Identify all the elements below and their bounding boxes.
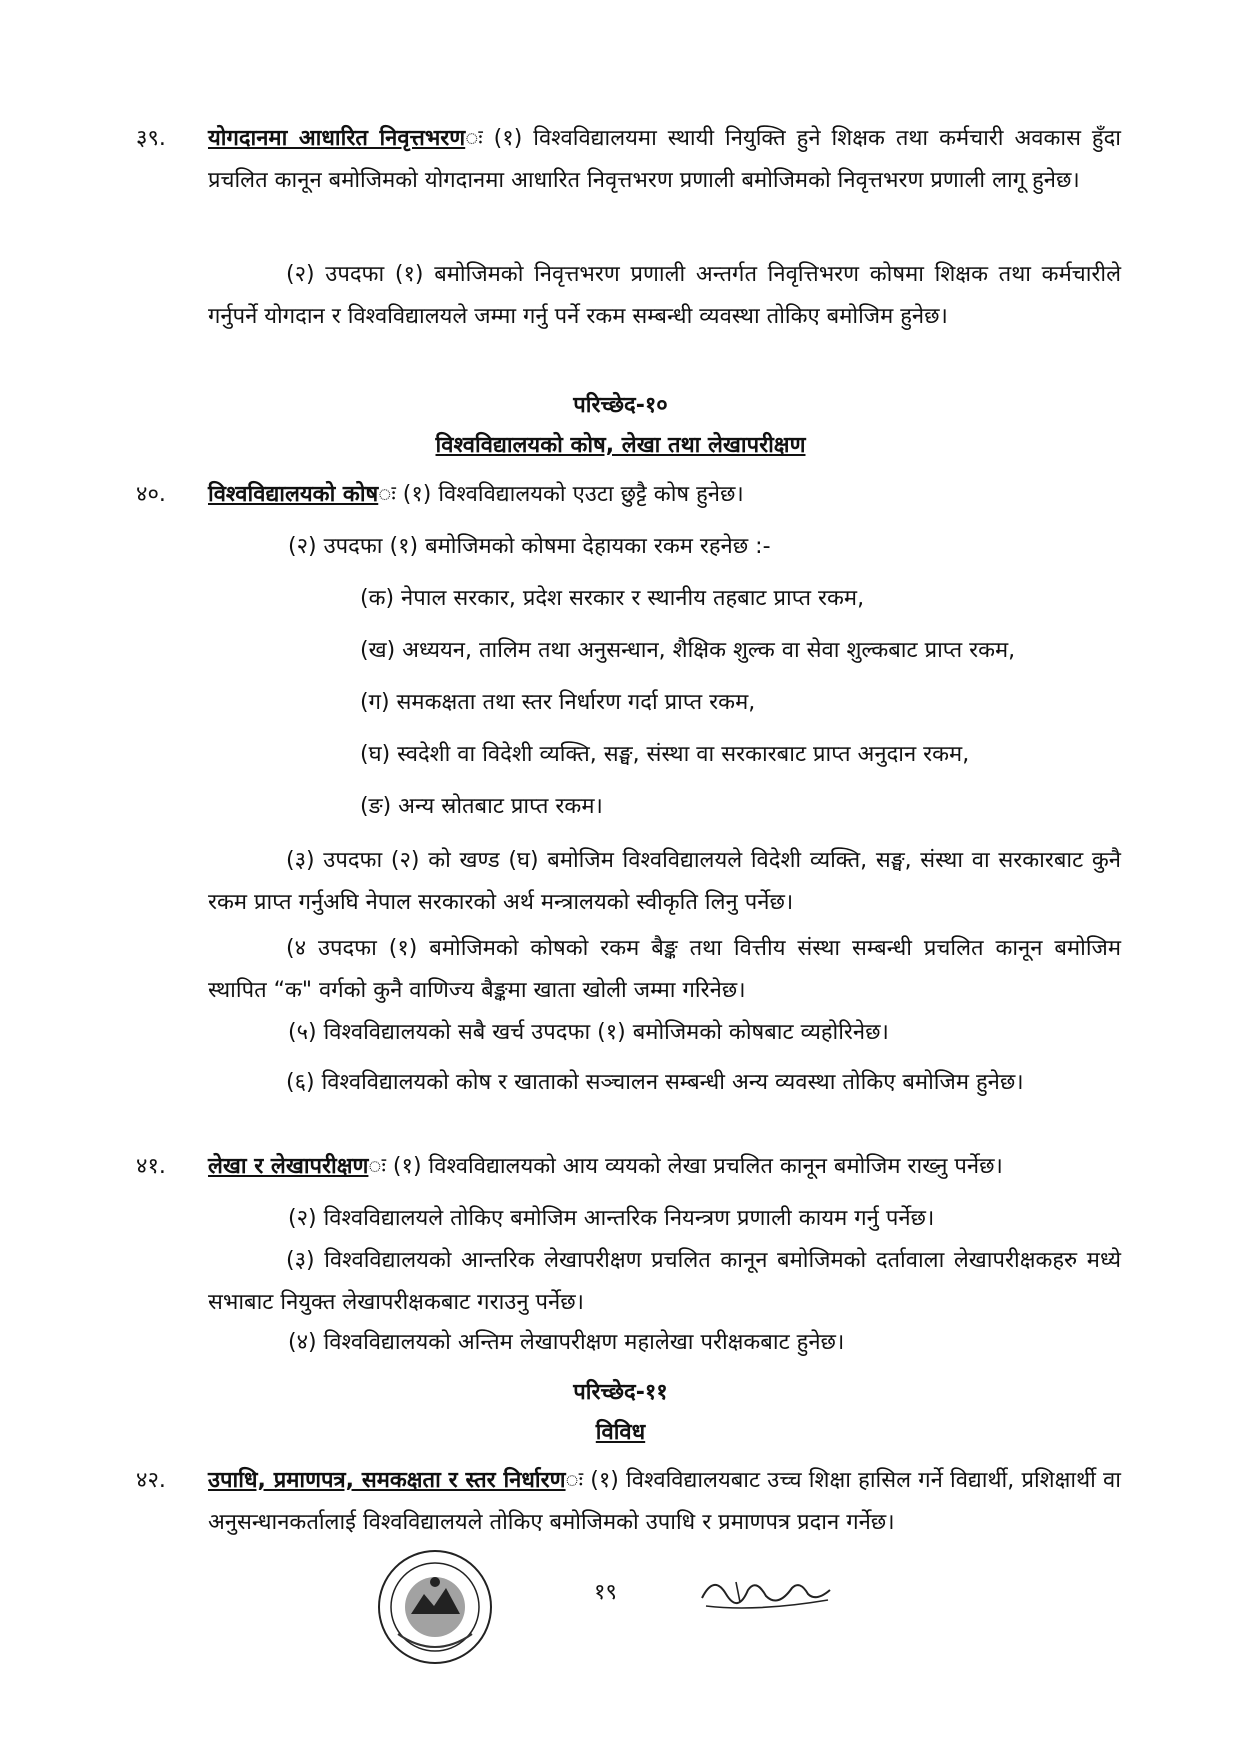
section-41-subsection-3: (३) विश्वविद्यालयको आन्तरिक लेखापरीक्षण प्रचलित कानून बमोजिमको दर्तावाला लेखापरीक्षकहरु मध्ये सभाबाट नियुक्त लेखापरीक्षकबाट गराउनु पर्नेछ। [208, 1248, 1121, 1315]
section-body [208, 118, 1121, 202]
section-41 [136, 1146, 1121, 1188]
section-text: ः (१) विश्वविद्यालयको एउटा छुट्टै कोष हुनेछ। [378, 482, 744, 507]
list-item: (ग) समकक्षता तथा स्तर निर्धारण गर्दा प्राप्त रकम, [360, 690, 756, 715]
section-number: ३९. [136, 126, 166, 151]
chapter-title-text: विश्वविद्यालयको कोष, लेखा तथा लेखापरीक्षण [435, 433, 806, 458]
page-number: १९ [594, 1580, 617, 1605]
section-40-subsection-4: (४ उपदफा (१) बमोजिमको कोषको रकम बैङ्क तथा वित्तीय संस्था सम्बन्धी प्रचलित कानून बमोजिम स्थापित “क" वर्गको कुनै वाणिज्य बैङ्कमा खाता खोली जम्मा गरिनेछ। [208, 936, 1121, 1003]
signature-icon [696, 1568, 836, 1618]
chapter-10-title [0, 425, 1241, 467]
section-heading: योगदानमा आधारित निवृत्तभरण [208, 126, 466, 151]
section-heading: लेखा र लेखापरीक्षण [208, 1154, 369, 1179]
section-40-subsection-3: (३) उपदफा (२) को खण्ड (घ) बमोजिम विश्वविद्यालयले विदेशी व्यक्ति, सङ्घ, संस्था वा सरकारबाट कुनै रकम प्राप्त गर्नुअघि नेपाल सरकारको अर्थ मन्त्रालयको स्वीकृति लिनु पर्नेछ। [208, 848, 1121, 915]
section-42 [136, 1460, 1121, 1544]
section-heading: विश्वविद्यालयको कोष [208, 482, 379, 507]
section-39 [136, 118, 1121, 202]
section-body [208, 1146, 1121, 1188]
chapter-11-label: परिच्छेद-११ [573, 1380, 668, 1405]
chapter-10-label: परिच्छेद-१० [573, 393, 668, 418]
section-text: ः (१) विश्वविद्यालयको आय व्ययको लेखा प्रचलित कानून बमोजिम राख्नु पर्नेछ। [368, 1154, 1003, 1179]
section-40-subsection-5: (५) विश्वविद्यालयको सबै खर्च उपदफा (१) बमोजिमको कोषबाट व्यहोरिनेछ। [288, 1020, 889, 1045]
list-item: (ख) अध्ययन, तालिम तथा अनुसन्धान, शैक्षिक शुल्क वा सेवा शुल्कबाट प्राप्त रकम, [360, 638, 1016, 663]
section-39-subsection-2: (२) उपदफा (१) बमोजिमको निवृत्तभरण प्रणाली अन्तर्गत निवृत्तिभरण कोषमा शिक्षक तथा कर्मचारीले गर्नुपर्ने योगदान र विश्वविद्यालयले जम्मा गर्नु पर्ने रकम सम्बन्धी व्यवस्था तोकिए बमोजिम हुनेछ। [208, 262, 1121, 329]
section-41-subsection-2: (२) विश्वविद्यालयले तोकिए बमोजिम आन्तरिक नियन्त्रण प्रणाली कायम गर्नु पर्नेछ। [288, 1206, 935, 1231]
list-item: (घ) स्वदेशी वा विदेशी व्यक्ति, सङ्घ, संस्था वा सरकारबाट प्राप्त अनुदान रकम, [360, 742, 970, 767]
section-40 [136, 474, 1121, 516]
chapter-11-title [0, 1412, 1241, 1454]
section-heading: उपाधि, प्रमाणपत्र, समकक्षता र स्तर निर्धारण [208, 1468, 566, 1493]
section-body [208, 1460, 1121, 1544]
section-number: ४१. [136, 1154, 166, 1179]
chapter-title-text: विविध [595, 1420, 646, 1445]
section-40-subsection-6: (६) विश्वविद्यालयको कोष र खाताको सञ्चालन सम्बन्धी अन्य व्यवस्था तोकिए बमोजिम हुनेछ। [286, 1070, 1024, 1095]
section-40-subsection-2: (२) उपदफा (१) बमोजिमको कोषमा देहायका रकम रहनेछ :- [288, 534, 771, 559]
section-number: ४०. [136, 482, 166, 507]
section-number: ४२. [136, 1468, 166, 1493]
list-item: (क) नेपाल सरकार, प्रदेश सरकार र स्थानीय तहबाट प्राप्त रकम, [360, 586, 865, 611]
section-41-subsection-4: (४) विश्वविद्यालयको अन्तिम लेखापरीक्षण महालेखा परीक्षकबाट हुनेछ। [288, 1330, 845, 1355]
section-text: ः (१) विश्वविद्यालयमा स्थायी नियुक्ति हुने शिक्षक तथा कर्मचारी अवकास हुँदा प्रचलित कानून बमोजिमको योगदानमा आधारित निवृत्तभरण प्रणाली बमोजिमको निवृत्तभरण प्रणाली लागू हुनेछ। [208, 126, 1121, 193]
government-seal-icon [376, 1548, 494, 1666]
section-text: ः (१) विश्वविद्यालयबाट उच्च शिक्षा हासिल गर्ने विद्यार्थी, प्रशिक्षार्थी वा अनुसन्धानकर्तालाई विश्वविद्यालयले तोकिए बमोजिमको उपाधि र प्रमाणपत्र प्रदान गर्नेछ। [208, 1468, 1121, 1535]
section-body [208, 474, 1121, 516]
list-item: (ङ) अन्य स्रोतबाट प्राप्त रकम। [360, 794, 603, 819]
